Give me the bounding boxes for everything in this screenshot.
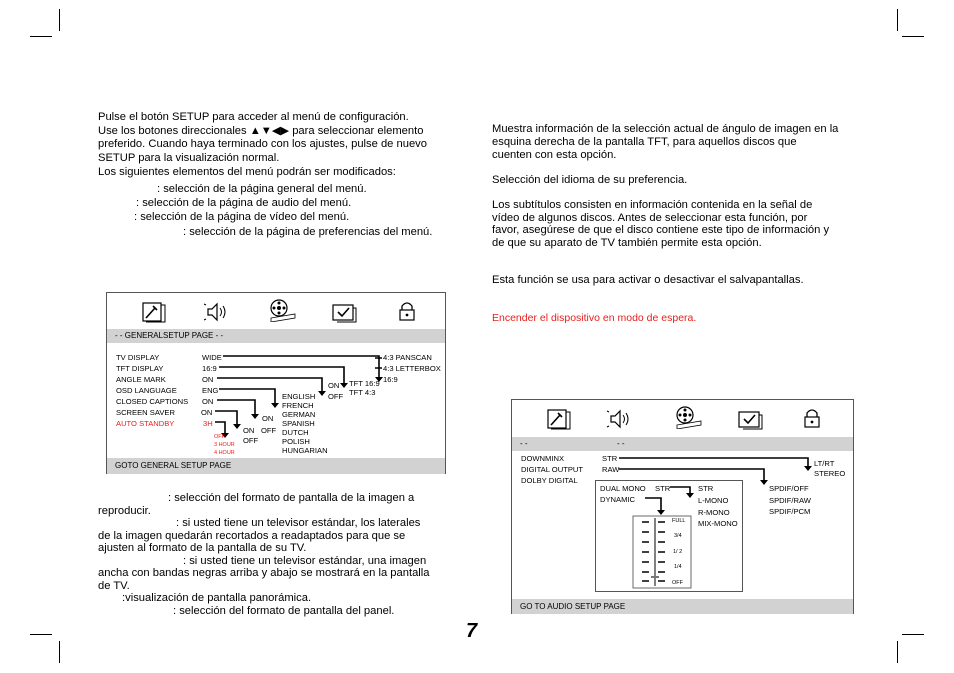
intro-line: Los siguientes elementos del menú podrán ser modificados: bbox=[98, 166, 396, 178]
dynamic-level[interactable]: FULL bbox=[672, 518, 686, 524]
caption-option[interactable]: ON bbox=[262, 414, 274, 423]
menu-header: - - GENERALSETUP PAGE - - bbox=[107, 329, 445, 343]
tv-option[interactable]: 16:9 bbox=[383, 375, 398, 384]
menu-item-dolby-digital[interactable]: DOLBY DIGITAL bbox=[521, 476, 578, 485]
display-line: reproducir. bbox=[98, 505, 151, 517]
menu-value: ENG bbox=[202, 386, 219, 395]
angle-option[interactable]: ON bbox=[328, 381, 340, 390]
mono-option[interactable]: MIX-MONO bbox=[698, 519, 738, 528]
intro-line: preferido. Cuando haya terminado con los ajustes, pulse de nuevo bbox=[98, 138, 427, 150]
menu-footer[interactable]: GO TO AUDIO SETUP PAGE bbox=[512, 599, 853, 614]
audio-page-desc: : selección de la página de audio del menú. bbox=[136, 197, 352, 209]
caption-option[interactable]: OFF bbox=[261, 426, 277, 435]
header-left: - - bbox=[520, 439, 528, 448]
display-line: ajusten al formato de la pantalla de su TV. bbox=[98, 542, 307, 554]
display-line: ancha con bandas negras arriba y abajo se mostrará en la pantalla bbox=[98, 567, 430, 579]
tv-option[interactable]: 4:3 PANSCAN bbox=[383, 353, 432, 362]
spdif-option[interactable]: SPDIF/OFF bbox=[769, 484, 809, 493]
crop-mark bbox=[902, 634, 924, 635]
display-line: : si usted tiene un televisor estándar, una imagen bbox=[183, 555, 427, 567]
menu-value: STR bbox=[602, 454, 618, 463]
submenu-item-dynamic[interactable]: DYNAMIC bbox=[600, 495, 636, 504]
menu-item-auto-standby[interactable]: AUTO STANDBY bbox=[116, 419, 175, 428]
video-page-desc: : selección de la página de vídeo del menú. bbox=[134, 211, 350, 223]
tv-option[interactable]: 4:3 LETTERBOX bbox=[383, 364, 441, 373]
captions-desc: vídeo de algunos discos. Antes de seleccionar esta función, por bbox=[492, 212, 808, 224]
crop-mark bbox=[902, 36, 924, 37]
mono-option[interactable]: R-MONO bbox=[698, 508, 730, 517]
general-page-desc: : selección de la página general del menú. bbox=[157, 183, 367, 195]
language-desc: Selección del idioma de su preferencia. bbox=[492, 174, 688, 186]
menu-item-closed-captions[interactable]: CLOSED CAPTIONS bbox=[116, 397, 189, 406]
crop-mark bbox=[30, 634, 52, 635]
standby-option[interactable]: 4 HOUR bbox=[214, 450, 235, 456]
mono-option[interactable]: STR bbox=[698, 484, 714, 493]
saver-option[interactable]: OFF bbox=[243, 436, 259, 445]
menu-item-angle-mark[interactable]: ANGLE MARK bbox=[116, 375, 166, 384]
option-arrows bbox=[107, 293, 447, 475]
dynamic-level[interactable]: 1/4 bbox=[674, 564, 682, 570]
menu-item-screen-saver[interactable]: SCREEN SAVER bbox=[116, 408, 175, 417]
header-right: - - bbox=[617, 439, 625, 448]
language-option[interactable]: POLISH bbox=[282, 437, 310, 446]
audio-setup-menu bbox=[511, 399, 854, 614]
language-option[interactable]: SPANISH bbox=[282, 419, 315, 428]
menu-value: 16:9 bbox=[202, 364, 217, 373]
saver-option[interactable]: ON bbox=[243, 426, 255, 435]
language-option[interactable]: GERMAN bbox=[282, 410, 316, 419]
captions-desc: favor, asegúrese de que el disco contiene este tipo de información y bbox=[492, 224, 830, 236]
menu-item-tv-display[interactable]: TV DISPLAY bbox=[116, 353, 160, 362]
dynamic-level[interactable]: 3/4 bbox=[674, 533, 682, 539]
general-setup-menu bbox=[106, 292, 446, 474]
intro-line: Pulse el botón SETUP para acceder al menú de configuración. bbox=[98, 111, 409, 123]
menu-item-tft-display[interactable]: TFT DISPLAY bbox=[116, 364, 164, 373]
display-line: de TV. bbox=[98, 580, 130, 592]
dynamic-level[interactable]: OFF bbox=[672, 580, 683, 586]
menu-value: STR bbox=[655, 484, 671, 493]
dynamic-level[interactable]: 1/ 2 bbox=[673, 549, 683, 555]
intro-line: Use los botones direccionales ▲▼◀▶ para seleccionar elemento bbox=[98, 125, 424, 137]
standby-option[interactable]: 3 HOUR bbox=[214, 442, 235, 448]
option-arrows bbox=[512, 400, 855, 615]
crop-mark bbox=[897, 9, 898, 31]
crop-mark bbox=[59, 9, 60, 31]
intro-line: SETUP para la visualización normal. bbox=[98, 152, 280, 164]
display-line: : selección del formato de pantalla del panel. bbox=[173, 605, 395, 617]
pref-page-desc: : selección de la página de preferencias del menú. bbox=[183, 226, 433, 238]
spdif-option[interactable]: SPDIF/PCM bbox=[769, 507, 811, 516]
angle-desc: Muestra información de la selección actual de ángulo de imagen en la bbox=[492, 123, 839, 135]
saver-desc: Esta función se usa para activar o desactivar el salvapantallas. bbox=[492, 274, 804, 286]
page-number: 7 bbox=[466, 620, 478, 642]
tft-option[interactable]: TFT 16:9 bbox=[349, 379, 380, 388]
display-line: de la imagen quedarán recortados a readaptados para que se bbox=[98, 530, 406, 542]
crop-mark bbox=[30, 36, 52, 37]
menu-value: ON bbox=[202, 375, 214, 384]
tft-option[interactable]: TFT 4:3 bbox=[349, 388, 376, 397]
mono-option[interactable]: L-MONO bbox=[698, 496, 729, 505]
menu-value: 3H bbox=[203, 419, 213, 428]
display-line: :visualización de pantalla panorámica. bbox=[122, 592, 312, 604]
crop-mark bbox=[59, 641, 60, 663]
captions-desc: Los subtítulos consisten en información contenida en la señal de bbox=[492, 199, 813, 211]
standby-option[interactable]: OFF bbox=[214, 434, 225, 440]
submenu-item-dual-mono[interactable]: DUAL MONO bbox=[600, 484, 646, 493]
menu-footer[interactable]: GOTO GENERAL SETUP PAGE bbox=[107, 458, 445, 474]
angle-option[interactable]: OFF bbox=[328, 392, 344, 401]
angle-desc: cuenten con esta opción. bbox=[492, 149, 617, 161]
downmix-option[interactable]: STEREO bbox=[814, 469, 846, 478]
menu-value: ON bbox=[201, 408, 213, 417]
language-option[interactable]: FRENCH bbox=[282, 401, 314, 410]
menu-value: ON bbox=[202, 397, 214, 406]
language-option[interactable]: ENGLISH bbox=[282, 392, 316, 401]
language-option[interactable]: DUTCH bbox=[282, 428, 309, 437]
menu-item-downmix[interactable]: DOWNMINX bbox=[521, 454, 565, 463]
language-option[interactable]: HUNGARIAN bbox=[282, 446, 328, 455]
downmix-option[interactable]: LT/RT bbox=[814, 459, 835, 468]
captions-desc: de que su aparato de TV también permite esta opción. bbox=[492, 237, 762, 249]
angle-desc: esquina derecha de la pantalla TFT, para aquellos discos que bbox=[492, 136, 797, 148]
crop-mark bbox=[897, 641, 898, 663]
standby-desc: Encender el dispositivo en modo de espera. bbox=[492, 312, 697, 324]
menu-value: RAW bbox=[602, 465, 620, 474]
menu-item-digital-output[interactable]: DIGITAL OUTPUT bbox=[521, 465, 584, 474]
display-line: : si usted tiene un televisor estándar, los laterales bbox=[176, 517, 421, 529]
menu-value: WIDE bbox=[202, 353, 222, 362]
menu-item-osd-language[interactable]: OSD LANGUAGE bbox=[116, 386, 177, 395]
spdif-option[interactable]: SPDIF/RAW bbox=[769, 496, 811, 505]
display-line: : selección del formato de pantalla de la imagen a bbox=[168, 492, 415, 504]
